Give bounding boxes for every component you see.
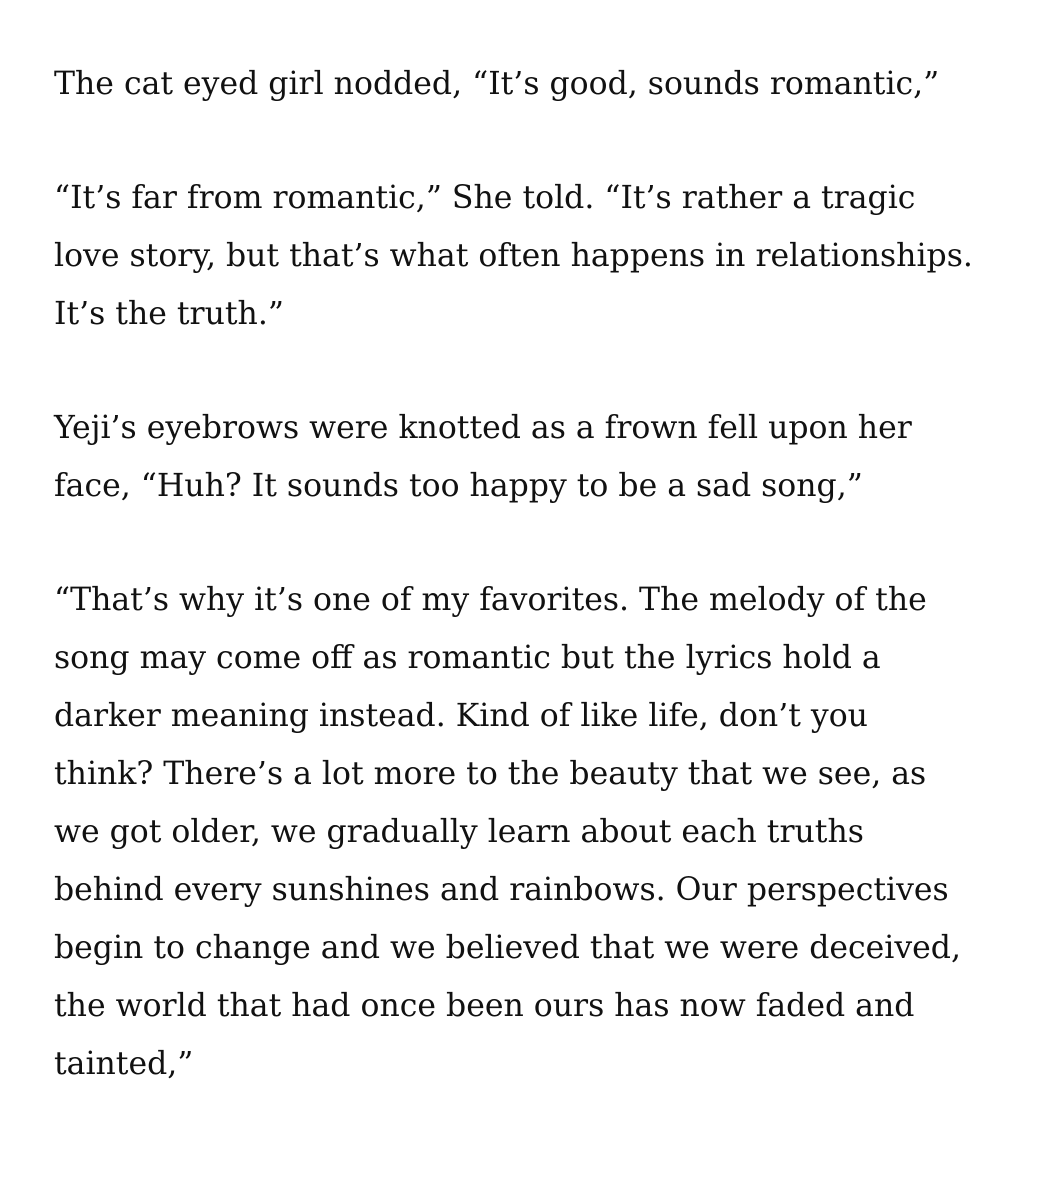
text-line: face, “Huh? It sounds too happy to be a sad song,” [54, 468, 863, 504]
text-line: we got older, we gradually learn about each truths [54, 814, 864, 850]
paragraph-2 [54, 169, 1044, 343]
text-line: love story, but that’s what often happens in relationships. [54, 238, 973, 274]
text-line: darker meaning instead. Kind of like life, don’t you [54, 698, 868, 734]
text-line: behind every sunshines and rainbows. Our perspectives [54, 872, 949, 908]
text-line: think? There’s a lot more to the beauty that we see, as [54, 756, 927, 792]
text-line: It’s the truth.” [54, 296, 284, 332]
paragraph-1 [54, 55, 1044, 113]
text-line: “That’s why it’s one of my favorites. The melody of the [54, 582, 927, 618]
text-line: “It’s far from romantic,” She told. “It’s rather a tragic [54, 180, 916, 216]
text-line: The cat eyed girl nodded, “It’s good, sounds romantic,” [54, 66, 940, 102]
text-line: begin to change and we believed that we were deceived, [54, 930, 961, 966]
paragraph-4 [54, 571, 1044, 1093]
paragraph-3 [54, 399, 1044, 515]
text-line: the world that had once been ours has now faded and [54, 988, 915, 1024]
text-line: Yeji’s eyebrows were knotted as a frown fell upon her [54, 410, 912, 446]
text-line: song may come off as romantic but the lyrics hold a [54, 640, 881, 676]
story-text-page [54, 55, 1044, 1149]
text-line: tainted,” [54, 1046, 194, 1082]
